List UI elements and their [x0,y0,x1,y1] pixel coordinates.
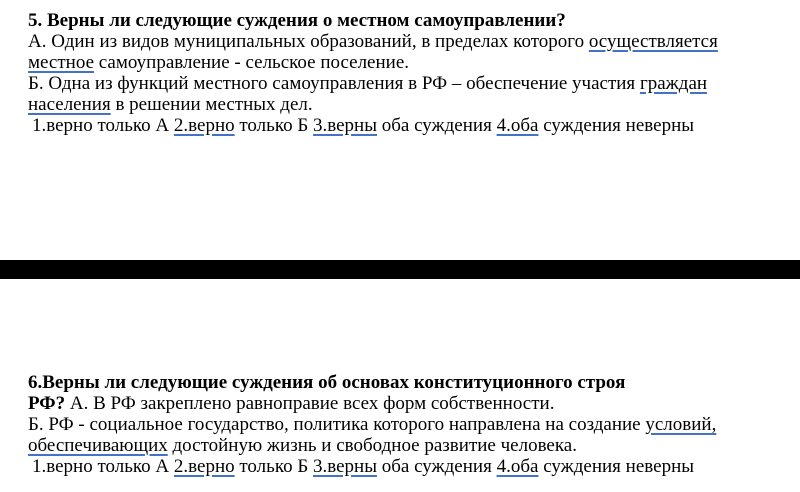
statement-a-text: самоуправление - сельское поселение. [94,52,410,73]
question-6-title-line-2 [28,393,796,414]
question-5-statement-a-line-1 [28,31,796,52]
spellcheck-underline: населения [28,94,111,115]
spellcheck-underline: обеспечивающих [28,435,168,456]
option-2-number: 2.верно [173,456,235,477]
option-1: 1.верно только А [32,456,174,477]
statement-b-text: Б. РФ - социальное государство, политика которого направлена на создание [28,414,646,435]
option-1: 1.верно только А [32,115,174,136]
question-5 [28,10,796,136]
option-3-text: оба суждения [376,456,497,477]
statement-b-text: достойную жизнь и свободное развитие человека. [167,435,577,456]
spellcheck-underline: граждан [639,73,708,94]
question-6-statement-b-line-1 [28,414,796,435]
option-4-text: суждения неверны [538,456,694,477]
statement-a-text: А. В РФ закреплено равноправие всех форм собственности. [65,393,555,414]
option-4-number: 4.оба [496,456,539,477]
question-5-statement-b-line-2 [28,94,796,115]
question-5-answer-options [28,115,796,136]
question-5-statement-a-line-2 [28,52,796,73]
statement-b-text: Б. Одна из функций местного самоуправления в РФ – обеспечение участия [28,73,640,94]
separator-bar [0,260,800,279]
option-3-number: 3.верны [313,115,377,136]
spellcheck-underline: местное [28,52,94,73]
option-3-text: оба суждения [376,115,497,136]
option-4-number: 4.оба [496,115,539,136]
question-5-statement-b-line-1 [28,73,796,94]
question-5-title: 5. Верны ли следующие суждения о местном самоуправлении? [28,10,566,31]
option-2-text: только Б [234,456,313,477]
question-6-statement-b-line-2 [28,435,796,456]
question-6-title-line-1: 6.Верны ли следующие суждения об основах конституционного строя [28,372,626,393]
spellcheck-underline: условий, [645,414,717,435]
question-6-title-end: РФ? [28,393,66,414]
option-2-number: 2.верно [173,115,235,136]
spellcheck-underline: осуществляется [588,31,718,52]
option-3-number: 3.верны [313,456,377,477]
statement-a-text: А. Один из видов муниципальных образований, в пределах которого [28,31,589,52]
statement-b-text: в решении местных дел. [110,94,313,115]
option-2-text: только Б [234,115,313,136]
option-4-text: суждения неверны [538,115,694,136]
question-6 [28,372,796,477]
question-6-answer-options [28,456,796,477]
